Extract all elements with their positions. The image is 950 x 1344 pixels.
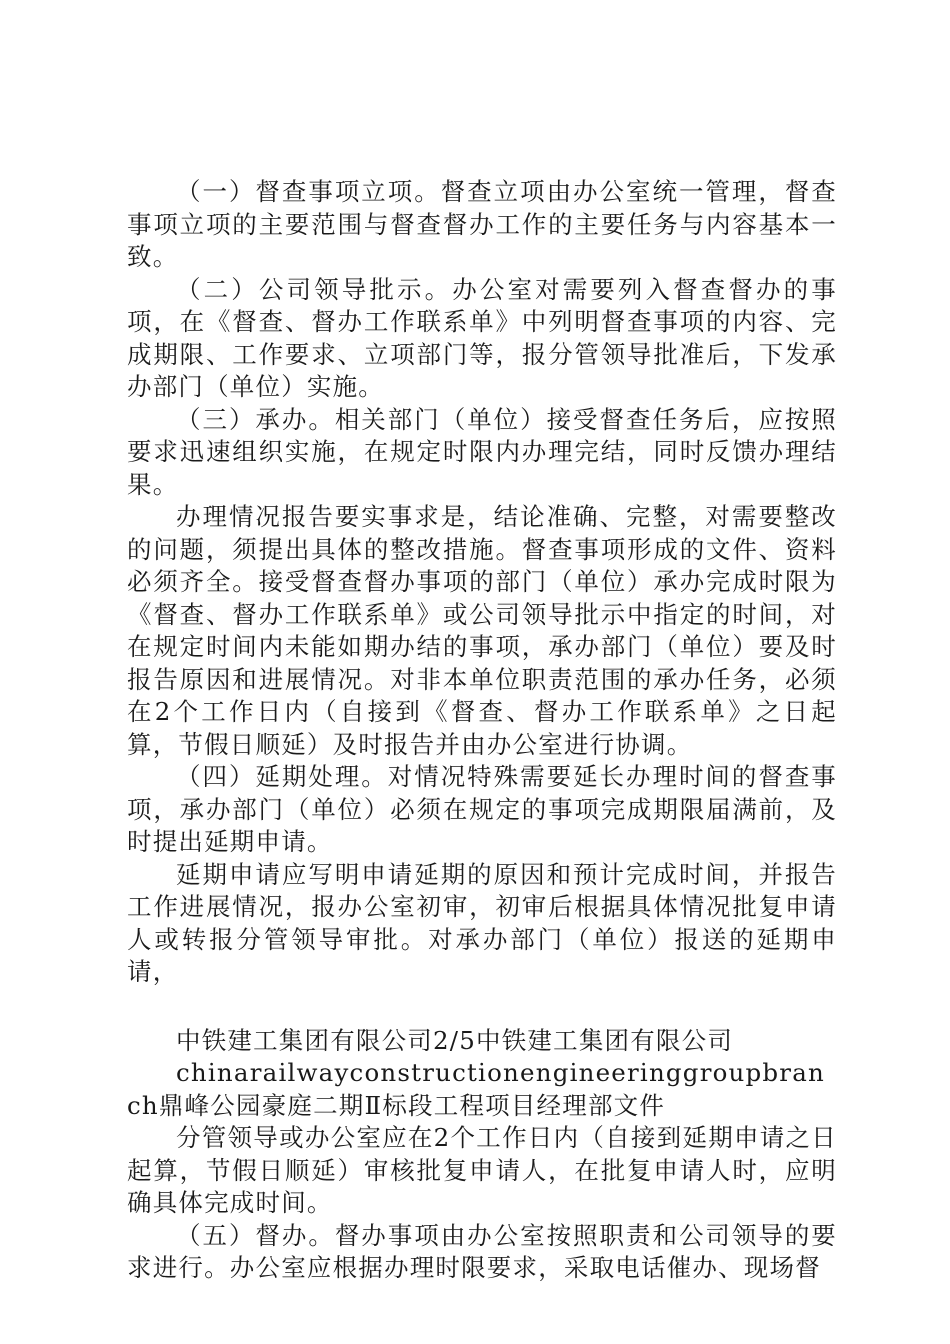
footer-project-line: chinarailwayconstructionengineeringgroupbranch鼎峰公园豪庭二期Ⅱ标段工程项目经理部文件 <box>127 1058 825 1120</box>
paragraph-item4-extension: （四）延期处理。对情况特殊需要延长办理时间的督查事项，承办部门（单位）必须在规定的事项完成期限届满前，及时提出延期申请。 <box>127 762 837 856</box>
paragraph-item2-leader-instruction: （二）公司领导批示。办公室对需要列入督查督办的事项，在《督查、督办工作联系单》中列明督查事项的内容、完成期限、工作要求、立项部门等，报分管领导批准后，下发承办部门（单位）实施。 <box>127 274 837 401</box>
paragraph-item5-supervision: （五）督办。督办事项由办公室按照职责和公司领导的要求进行。办公室应根据办理时限要求，采取电话催办、现场督 <box>127 1220 837 1282</box>
paragraph-extension-application: 延期申请应写明申请延期的原因和预计完成时间，并报告工作进展情况，报办公室初审，初审后根据具体情况批复申请人或转报分管领导审批。对承办部门（单位）报送的延期申请， <box>127 859 837 986</box>
paragraph-approval-deadline: 分管领导或办公室应在2个工作日内（自接到延期申请之日起算，节假日顺延）审核批复申请人，在批复申请人时，应明确具体完成时间。 <box>127 1123 837 1217</box>
paragraph-handling-report: 办理情况报告要实事求是，结论准确、完整，对需要整改的问题，须提出具体的整改措施。督查事项形成的文件、资料必须齐全。接受督查督办事项的部门（单位）承办完成时限为《督查、督办工作联系单》或公司领导批示中指定的时间，对在规定时间内未能如期办结的事项，承办部门（单位）要及时报告原因和进展情况。对非本单位职责范围的承办任务，必须在2个工作日内（自接到《督查、督办工作联系单》之日起算，节假日顺延）及时报告并由办公室进行协调。 <box>127 502 837 759</box>
page-footer-header <box>127 1025 837 1123</box>
document-body <box>127 176 837 1285</box>
paragraph-item3-handling: （三）承办。相关部门（单位）接受督查任务后，应按照要求迅速组织实施，在规定时限内办理完结，同时反馈办理结果。 <box>127 404 837 499</box>
paragraph-item1-initiation: （一）督查事项立项。督查立项由办公室统一管理，督查事项立项的主要范围与督查督办工作的主要任务与内容基本一致。 <box>127 177 837 271</box>
footer-company-line: 中铁建工集团有限公司2/5中铁建工集团有限公司 <box>176 1025 734 1055</box>
